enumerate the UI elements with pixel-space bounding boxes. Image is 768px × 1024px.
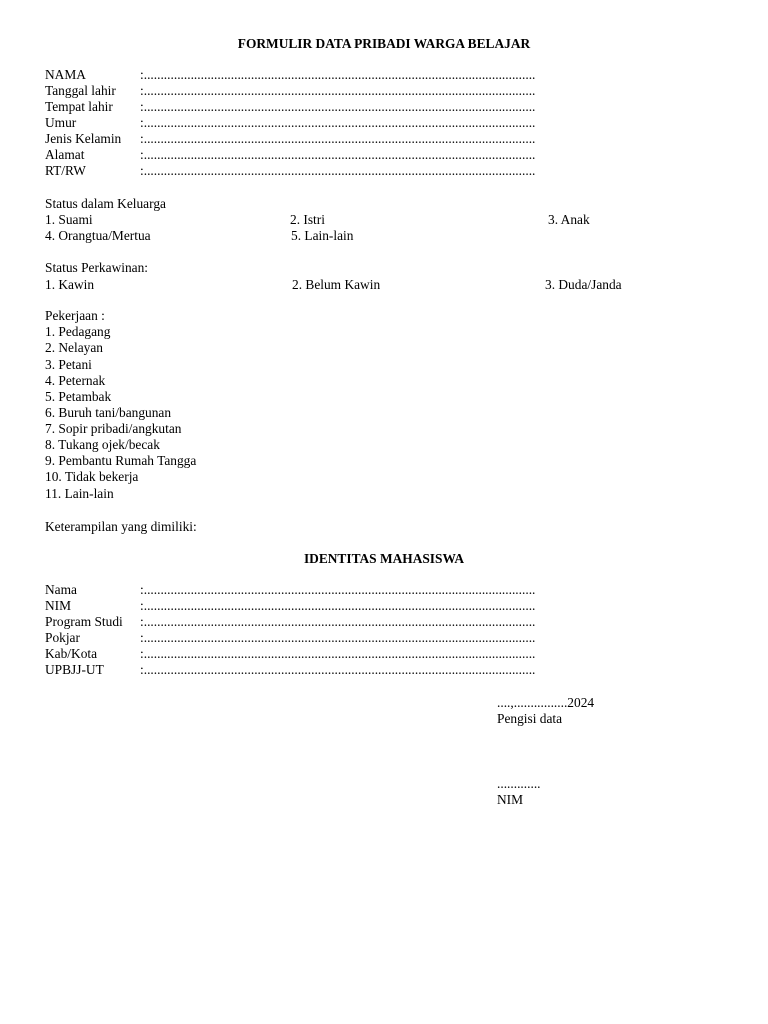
occupation-heading: Pekerjaan : (45, 308, 105, 323)
field-kab-kota (45, 646, 585, 662)
student-section-title: IDENTITAS MAHASISWA (303, 551, 465, 566)
form-title: FORMULIR DATA PRIBADI WARGA BELAJAR (237, 36, 531, 51)
field-dots: :..................................................................................................................... (140, 662, 536, 677)
field-label: Jenis Kelamin (45, 131, 122, 146)
occupation-item: 3. Petani (45, 357, 92, 372)
field-jenis-kelamin (45, 131, 585, 147)
signature-date: ....,................2024 (497, 695, 595, 710)
field-dots: :..................................................................................................................... (140, 582, 536, 597)
field-student-nama (45, 582, 585, 598)
occupation-item: 11. Lain-lain (45, 486, 114, 501)
skills-label: Keterampilan yang dimiliki: (45, 519, 197, 534)
occupation-item: 5. Petambak (45, 389, 112, 404)
family-option: 2. Istri (290, 212, 325, 227)
occupation-item: 2. Nelayan (45, 340, 104, 355)
field-dots: :..................................................................................................................... (140, 99, 536, 114)
field-pokjar (45, 630, 585, 646)
family-status-heading: Status dalam Keluarga (45, 196, 166, 211)
field-dots: :..................................................................................................................... (140, 630, 536, 645)
field-nim (45, 598, 585, 614)
field-dots: :..................................................................................................................... (140, 646, 536, 661)
family-option: 3. Anak (548, 212, 590, 227)
family-option: 1. Suami (45, 212, 93, 227)
occupation-item: 7. Sopir pribadi/angkutan (45, 421, 182, 436)
field-label: Program Studi (45, 614, 123, 629)
signature-nim: NIM (497, 792, 524, 807)
marital-option: 3. Duda/Janda (545, 277, 622, 292)
field-label: Pokjar (45, 630, 80, 645)
marital-status-heading: Status Perkawinan: (45, 260, 149, 275)
field-program-studi (45, 614, 585, 630)
field-label: Alamat (45, 147, 85, 162)
field-rt-rw (45, 163, 585, 179)
field-label: NAMA (45, 67, 86, 82)
field-label: Tempat lahir (45, 99, 113, 114)
field-umur (45, 115, 585, 131)
occupation-item: 10. Tidak bekerja (45, 469, 139, 484)
field-dots: :..................................................................................................................... (140, 131, 536, 146)
field-dots: :..................................................................................................................... (140, 83, 536, 98)
field-label: UPBJJ-UT (45, 662, 104, 677)
field-label: NIM (45, 598, 72, 613)
field-label: Nama (45, 582, 77, 597)
field-alamat (45, 147, 585, 163)
signature-name-dots: ............. (497, 776, 541, 791)
family-option: 5. Lain-lain (291, 228, 354, 243)
field-tempat-lahir (45, 99, 585, 115)
family-option: 4. Orangtua/Mertua (45, 228, 151, 243)
field-dots: :..................................................................................................................... (140, 67, 536, 82)
field-dots: :..................................................................................................................... (140, 614, 536, 629)
marital-option: 1. Kawin (45, 277, 95, 292)
field-nama (45, 67, 585, 83)
field-upbjj-ut (45, 662, 585, 678)
field-dots: :..................................................................................................................... (140, 115, 536, 130)
field-label: Tanggal lahir (45, 83, 116, 98)
field-dots: :..................................................................................................................... (140, 147, 536, 162)
occupation-item: 6. Buruh tani/bangunan (45, 405, 172, 420)
occupation-item: 9. Pembantu Rumah Tangga (45, 453, 197, 468)
field-tanggal-lahir (45, 83, 585, 99)
field-label: Kab/Kota (45, 646, 98, 661)
occupation-item: 4. Peternak (45, 373, 106, 388)
field-dots: :..................................................................................................................... (140, 163, 536, 178)
field-label: Umur (45, 115, 77, 130)
marital-option: 2. Belum Kawin (292, 277, 381, 292)
field-dots: :..................................................................................................................... (140, 598, 536, 613)
signature-role: Pengisi data (497, 711, 563, 726)
occupation-item: 1. Pedagang (45, 324, 111, 339)
field-label: RT/RW (45, 163, 86, 178)
occupation-item: 8. Tukang ojek/becak (45, 437, 160, 452)
